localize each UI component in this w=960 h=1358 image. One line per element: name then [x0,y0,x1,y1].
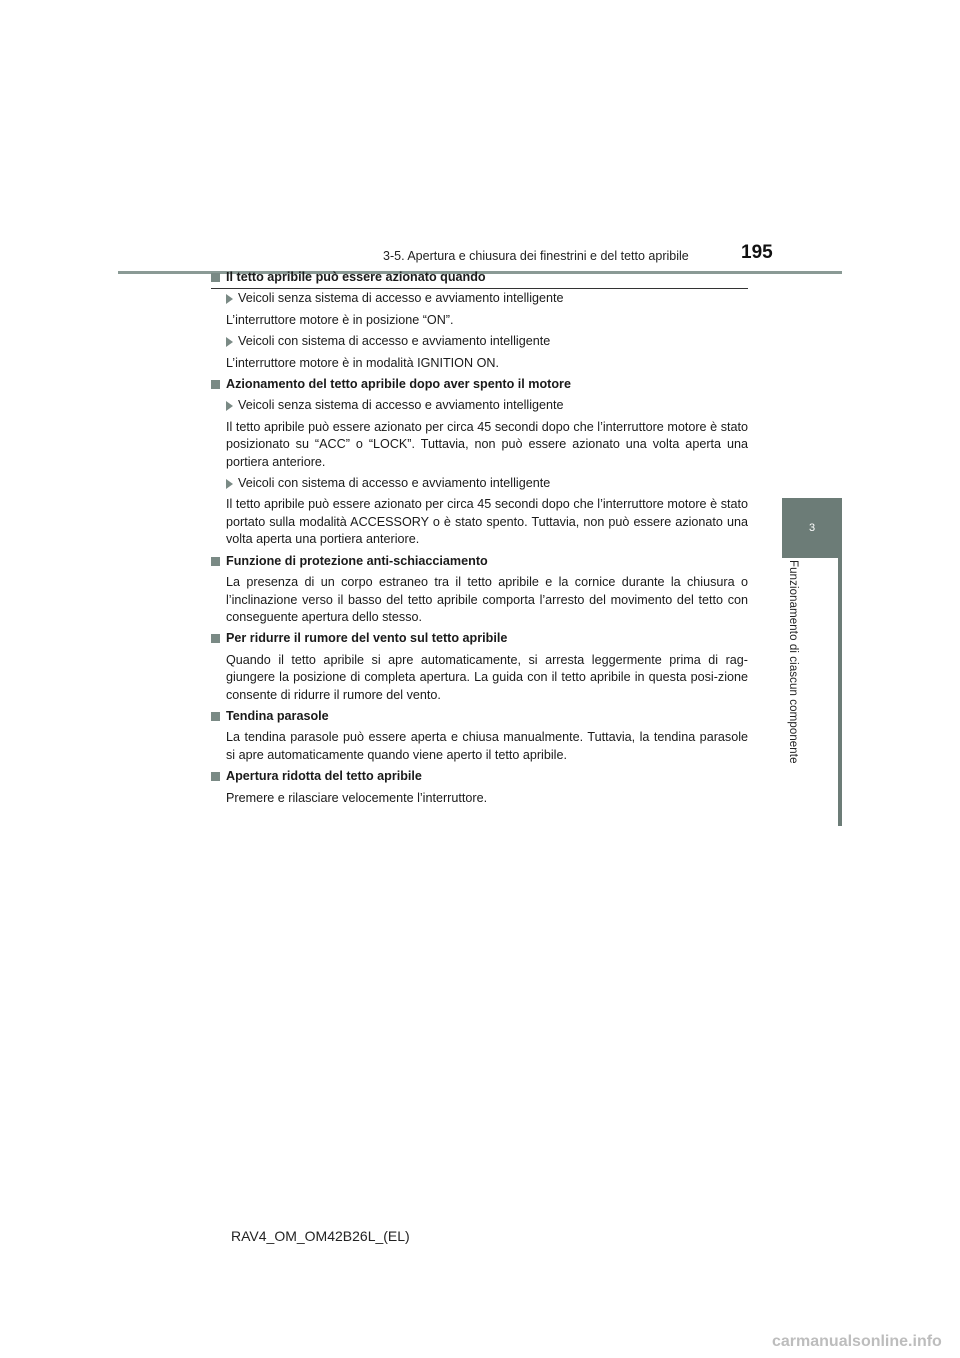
triangle-bullet-icon [226,401,233,411]
topic-title-text: Funzione di protezione anti-schiacciamento [226,553,488,568]
topic-section [211,269,748,372]
topic-title [211,630,748,647]
vehicle-variant-text: Veicoli senza sistema di accesso e avviamento intelligente [238,398,564,413]
topic-title [211,269,748,286]
topic-section [211,768,748,807]
square-bullet-icon [211,273,220,282]
square-bullet-icon [211,712,220,721]
square-bullet-icon [211,634,220,643]
vehicle-variant-text: Veicoli senza sistema di accesso e avviamento intelligente [238,291,564,306]
vehicle-variant-heading [211,290,748,307]
topic-section [211,630,748,704]
topic-title-text: Il tetto apribile può essere azionato quando [226,270,486,284]
running-header-section: 3-5. Apertura e chiusura dei finestrini e del tetto apribile [383,249,689,263]
vehicle-variant-heading [211,475,748,492]
chapter-tab-bar [838,558,842,826]
triangle-bullet-icon [226,479,233,489]
topic-section [211,376,748,549]
chapter-number: 3 [808,522,816,534]
topic-title [211,768,748,785]
chapter-tab[interactable] [782,498,842,558]
vehicle-variant-heading [211,397,748,414]
body-paragraph: Il tetto apribile può essere azionato per circa 45 secondi dopo che l’interruttore motore è stato portato sulla modalità ACCESSORY o è stato spento. Tuttavia, non può essere azionato una volta aperta una portiera anteriore. [226,497,748,547]
topic-title-text: Tendina parasole [226,708,329,723]
topic-section [211,708,748,764]
page-number: 195 [741,242,773,263]
topic-title [211,553,748,570]
body-paragraph: La tendina parasole può essere aperta e chiusa manualmente. Tuttavia, la tendina parasole si apre automaticamente quando viene aperto il tetto apribile. [226,730,748,762]
body-paragraph: L’interruttore motore è in modalità IGNITION ON. [226,355,499,370]
square-bullet-icon [211,772,220,781]
topic-title [211,376,748,393]
triangle-bullet-icon [226,337,233,347]
square-bullet-icon [211,380,220,389]
triangle-bullet-icon [226,294,233,304]
vehicle-variant-heading [211,333,748,350]
topic-title-text: Apertura ridotta del tetto apribile [226,769,422,784]
topic-title-text: Per ridurre il rumore del vento sul tetto apribile [226,631,508,646]
square-bullet-icon [211,557,220,566]
body-paragraph: Premere e rilasciare velocemente l’interruttore. [226,790,488,805]
body-paragraph: L’interruttore motore è in posizione “ON”. [226,312,454,327]
vehicle-variant-text: Veicoli con sistema di accesso e avviamento intelligente [238,334,551,349]
topic-section [211,553,748,627]
vehicle-variant-text: Veicoli con sistema di accesso e avviamento intelligente [238,476,551,491]
chapter-label-text: Funzionamento di ciascun componente [787,560,799,764]
footer-code: RAV4_OM_OM42B26L_(EL) [231,1228,410,1244]
body-paragraph: Il tetto apribile può essere azionato per circa 45 secondi dopo che l’interruttore motore è stato posizionato su “ACC” o “LOCK”. Tuttavia, non può essere azionato una volta aperta una portiera anteriore. [226,419,748,469]
topic-title-text: Azionamento del tetto apribile dopo aver spento il motore [226,377,571,392]
content-body [211,269,748,807]
body-paragraph: La presenza di un corpo estraneo tra il tetto apribile e la cornice durante la chiusura o l’inclinazione verso il basso del tetto apribile comporta l’arresto del movimento del tetto con conseguente apertura dello stesso. [226,575,748,624]
watermark: carmanualsonline.info [772,1333,942,1350]
body-paragraph: Quando il tetto apribile si apre automaticamente, si arresta leggermente prima di rag-giungere la posizione di completa apertura. La guida con il tetto apribile in questa posi-zione consente di ridurre il rumore del vento. [226,652,748,702]
topic-title [211,708,748,725]
